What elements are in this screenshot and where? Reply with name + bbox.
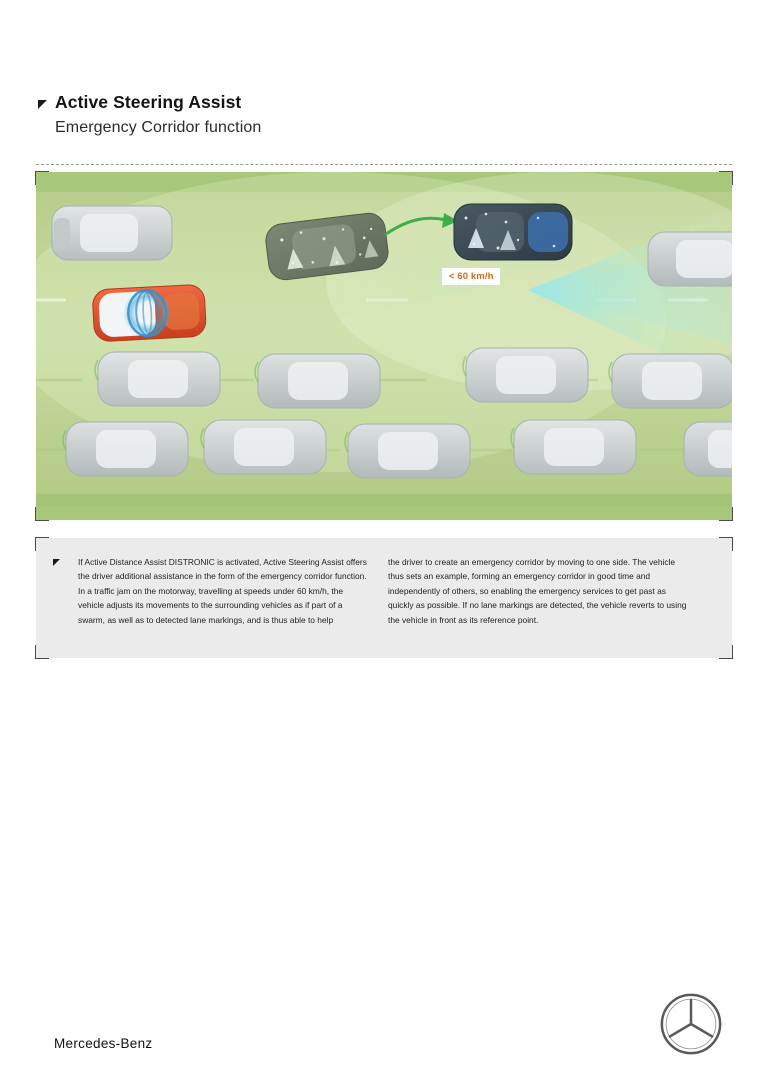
page-subtitle: Emergency Corridor function [55,119,262,136]
traffic-vehicle [684,422,732,476]
panel-bracket-bottom-right [719,645,733,659]
info-panel-content [53,555,715,627]
traffic-scene-svg [36,172,732,520]
traffic-vehicle [514,420,636,474]
panel-bracket-top-right [719,537,733,551]
page-title: Active Steering Assist [55,92,242,112]
brand-wordmark: Mercedes-Benz [54,1036,153,1051]
traffic-vehicle [52,206,172,260]
traffic-vehicle [66,422,188,476]
sensor-vehicle [454,204,572,260]
illustration-container [36,172,732,520]
speed-limit-badge: < 60 km/h [442,268,500,285]
traffic-vehicle [258,354,380,408]
mercedes-star-logo [660,993,722,1055]
traffic-vehicle [204,420,326,474]
traffic-vehicle [98,352,220,406]
traffic-vehicle [612,354,732,408]
traffic-vehicle [466,348,588,402]
title-row [38,92,738,113]
page-header [38,92,738,137]
triangle-marker-icon [38,100,47,109]
ego-vehicle [92,284,207,342]
info-panel [36,538,732,658]
panel-bracket-bottom-left [35,645,49,659]
traffic-vehicle [648,232,732,286]
info-text-column-right: the driver to create an emergency corridor by moving to one side. The vehicle thus sets an example, forming an emergency corridor in good time and independently of others, so enabling the emergency services to get past as quickly as possible. If no lane markings are detected, the vehicle reverts to using the vehicle in front as its reference point. [388,557,687,625]
panel-bracket-top-left [35,537,49,551]
header-divider [36,164,732,165]
traffic-scene [36,172,732,520]
info-text-column-left: If Active Distance Assist DISTRONIC is activated, Active Steering Assist offers the driver additional assistance in the form of the emergency corridor function. In a traffic jam on the motorway, travelling at speeds under 60 km/h, the vehicle adjusts its movements to the surrounding vehicles as if part of a swarm, as well as to detected lane markings, and is thus able to help [78,557,367,625]
traffic-vehicle [348,424,470,478]
triangle-marker-icon [53,559,60,566]
